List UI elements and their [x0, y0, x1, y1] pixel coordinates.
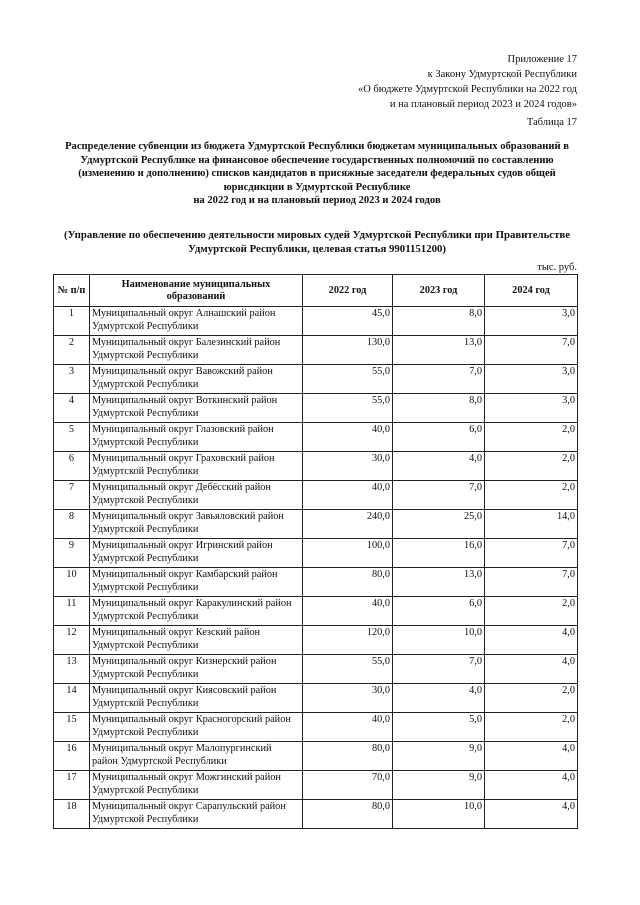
cell-name-line: Удмуртской Республики	[92, 466, 199, 477]
cell-2023: 6,0	[393, 597, 485, 626]
cell-2023: 9,0	[393, 771, 485, 800]
cell-name	[90, 713, 303, 742]
cell-2024: 3,0	[485, 365, 578, 394]
title-line: (изменению и дополнению) списков кандидатов в присяжные заседатели федеральных судов общей	[78, 168, 556, 180]
cell-2024: 4,0	[485, 800, 578, 829]
cell-name-line: Удмуртской Республики	[92, 727, 199, 738]
cell-num: 16	[54, 742, 90, 771]
cell-name-line: Удмуртской Республики	[92, 669, 199, 680]
cell-name-line: Удмуртской Республики	[92, 640, 199, 651]
cell-name-line: Удмуртской Республики	[92, 785, 199, 796]
cell-num: 1	[54, 307, 90, 336]
cell-name	[90, 568, 303, 597]
cell-name	[90, 307, 303, 336]
cell-2023: 8,0	[393, 307, 485, 336]
cell-num: 6	[54, 452, 90, 481]
cell-num: 18	[54, 800, 90, 829]
subvention-table	[53, 274, 578, 829]
table-label: Таблица 17	[526, 117, 577, 128]
appendix-line: «О бюджете Удмуртской Республики на 2022 год	[357, 84, 577, 95]
header-2023: 2023 год	[393, 275, 485, 307]
cell-num: 7	[54, 481, 90, 510]
cell-name	[90, 423, 303, 452]
cell-name-line: Муниципальный округ Вавожский район	[92, 366, 273, 377]
cell-name	[90, 626, 303, 655]
cell-2024: 2,0	[485, 452, 578, 481]
cell-2023: 25,0	[393, 510, 485, 539]
cell-name	[90, 742, 303, 771]
cell-2022: 120,0	[303, 626, 393, 655]
table-row	[54, 684, 578, 713]
cell-2022: 55,0	[303, 365, 393, 394]
cell-2023: 10,0	[393, 800, 485, 829]
appendix-line: к Закону Удмуртской Республики	[427, 69, 577, 80]
cell-name-line: Муниципальный округ Можгинский район	[92, 772, 281, 783]
table-row	[54, 394, 578, 423]
cell-2022: 30,0	[303, 452, 393, 481]
header-name-line: Наименование муниципальных	[121, 278, 271, 290]
cell-name-line: Муниципальный округ Каракулинский район	[92, 598, 292, 609]
title-line: на 2022 год и на плановый период 2023 и 2024 годов	[193, 195, 441, 207]
title-line: Распределение субвенции из бюджета Удмуртской Республики бюджетам муниципальных образований в	[65, 141, 569, 152]
cell-name-line: Удмуртской Республики	[92, 408, 199, 419]
table-row	[54, 539, 578, 568]
cell-name	[90, 597, 303, 626]
cell-2022: 130,0	[303, 336, 393, 365]
cell-name-line: Муниципальный округ Сарапульский район	[92, 801, 286, 812]
cell-2023: 16,0	[393, 539, 485, 568]
cell-num: 10	[54, 568, 90, 597]
cell-2024: 2,0	[485, 423, 578, 452]
cell-2024: 2,0	[485, 713, 578, 742]
cell-name-line: Удмуртской Республики	[92, 379, 199, 390]
cell-name	[90, 394, 303, 423]
cell-num: 3	[54, 365, 90, 394]
cell-2023: 13,0	[393, 336, 485, 365]
cell-name-line: Муниципальный округ Глазовский район	[92, 424, 274, 435]
document-title	[52, 140, 582, 208]
cell-name	[90, 684, 303, 713]
header-name	[90, 275, 303, 307]
cell-2022: 70,0	[303, 771, 393, 800]
cell-name	[90, 336, 303, 365]
cell-name-line: Удмуртской Республики	[92, 553, 199, 564]
cell-name-line: Муниципальный округ Игринский район	[92, 540, 273, 551]
cell-2022: 45,0	[303, 307, 393, 336]
cell-2024: 3,0	[485, 307, 578, 336]
cell-2023: 7,0	[393, 655, 485, 684]
cell-num: 15	[54, 713, 90, 742]
appendix-line: Приложение 17	[507, 54, 577, 65]
table-row	[54, 800, 578, 829]
cell-2024: 3,0	[485, 394, 578, 423]
header-2022: 2022 год	[303, 275, 393, 307]
table-row	[54, 655, 578, 684]
cell-2024: 7,0	[485, 336, 578, 365]
table-row	[54, 307, 578, 336]
cell-2024: 4,0	[485, 626, 578, 655]
cell-name-line: Удмуртской Республики	[92, 611, 199, 622]
cell-2022: 30,0	[303, 684, 393, 713]
cell-2022: 100,0	[303, 539, 393, 568]
cell-name-line: Удмуртской Республики	[92, 495, 199, 506]
cell-name	[90, 800, 303, 829]
cell-2022: 55,0	[303, 394, 393, 423]
cell-2023: 8,0	[393, 394, 485, 423]
cell-name-line: район Удмуртской Республики	[92, 756, 227, 767]
table-row	[54, 713, 578, 742]
cell-num: 9	[54, 539, 90, 568]
cell-2022: 80,0	[303, 800, 393, 829]
header-name-line: образований	[166, 290, 226, 302]
cell-num: 4	[54, 394, 90, 423]
cell-2023: 4,0	[393, 452, 485, 481]
cell-name	[90, 510, 303, 539]
cell-num: 12	[54, 626, 90, 655]
units-label: тыс. руб.	[537, 262, 577, 273]
cell-2023: 7,0	[393, 481, 485, 510]
cell-name-line: Муниципальный округ Дебёсский район	[92, 482, 271, 493]
cell-2024: 4,0	[485, 655, 578, 684]
table-row	[54, 568, 578, 597]
table-row	[54, 365, 578, 394]
header-2024: 2024 год	[485, 275, 578, 307]
cell-num: 14	[54, 684, 90, 713]
table-header	[54, 275, 578, 307]
cell-2023: 9,0	[393, 742, 485, 771]
cell-name-line: Удмуртской Республики	[92, 437, 199, 448]
cell-name-line: Муниципальный округ Воткинский район	[92, 395, 278, 406]
cell-2022: 55,0	[303, 655, 393, 684]
cell-2024: 7,0	[485, 539, 578, 568]
cell-name-line: Удмуртской Республики	[92, 698, 199, 709]
cell-2024: 2,0	[485, 481, 578, 510]
cell-2023: 6,0	[393, 423, 485, 452]
table-body	[54, 307, 578, 829]
title-line: Удмуртской Республике на финансовое обеспечение государственных полномочий по составлению	[80, 154, 554, 166]
table-row	[54, 481, 578, 510]
cell-name	[90, 539, 303, 568]
cell-2023: 10,0	[393, 626, 485, 655]
cell-num: 13	[54, 655, 90, 684]
cell-name-line: Удмуртской Республики	[92, 350, 199, 361]
cell-2022: 80,0	[303, 568, 393, 597]
cell-name-line: Муниципальный округ Камбарский район	[92, 569, 278, 580]
cell-name-line: Муниципальный округ Кезский район	[92, 627, 261, 638]
table-row	[54, 771, 578, 800]
cell-2022: 40,0	[303, 713, 393, 742]
cell-2022: 240,0	[303, 510, 393, 539]
cell-name-line: Муниципальный округ Балезинский район	[92, 337, 281, 348]
cell-num: 11	[54, 597, 90, 626]
table-row	[54, 336, 578, 365]
cell-name	[90, 771, 303, 800]
cell-2024: 4,0	[485, 771, 578, 800]
table-row	[54, 742, 578, 771]
table-row	[54, 597, 578, 626]
header-num: № п/п	[54, 275, 90, 307]
table-row	[54, 452, 578, 481]
cell-name	[90, 452, 303, 481]
cell-2024: 2,0	[485, 684, 578, 713]
cell-num: 8	[54, 510, 90, 539]
subtitle-line: Удмуртской Республики, целевая статья 9901151200)	[188, 243, 446, 255]
table-row	[54, 423, 578, 452]
cell-name-line: Муниципальный округ Малопургинский	[92, 743, 272, 754]
cell-name-line: Муниципальный округ Киясовский район	[92, 685, 277, 696]
cell-2022: 80,0	[303, 742, 393, 771]
table-row	[54, 626, 578, 655]
cell-2023: 5,0	[393, 713, 485, 742]
subtitle-line: (Управление по обеспечению деятельности мировых судей Удмуртской Республики при Правительстве	[64, 229, 570, 241]
cell-name	[90, 481, 303, 510]
title-line: юрисдикции в Удмуртской Республике	[223, 181, 411, 193]
cell-2023: 7,0	[393, 365, 485, 394]
cell-2023: 13,0	[393, 568, 485, 597]
cell-name-line: Муниципальный округ Граховский район	[92, 453, 275, 464]
cell-num: 2	[54, 336, 90, 365]
cell-name-line: Удмуртской Республики	[92, 582, 199, 593]
cell-2022: 40,0	[303, 597, 393, 626]
cell-num: 17	[54, 771, 90, 800]
cell-name-line: Муниципальный округ Алнашский район	[92, 308, 276, 319]
cell-name	[90, 655, 303, 684]
cell-num: 5	[54, 423, 90, 452]
cell-2022: 40,0	[303, 481, 393, 510]
cell-name	[90, 365, 303, 394]
cell-name-line: Удмуртской Республики	[92, 814, 199, 825]
cell-name-line: Удмуртской Республики	[92, 524, 199, 535]
table-row	[54, 510, 578, 539]
cell-name-line: Муниципальный округ Красногорский район	[92, 714, 291, 725]
appendix-line: и на плановый период 2023 и 2024 годов»	[389, 99, 577, 110]
appendix-header	[277, 52, 577, 130]
cell-2024: 4,0	[485, 742, 578, 771]
document-subtitle	[52, 228, 582, 256]
cell-2023: 4,0	[393, 684, 485, 713]
cell-name-line: Муниципальный округ Кизнерский район	[92, 656, 277, 667]
cell-2024: 14,0	[485, 510, 578, 539]
cell-2022: 40,0	[303, 423, 393, 452]
cell-name-line: Муниципальный округ Завьяловский район	[92, 511, 284, 522]
cell-2024: 7,0	[485, 568, 578, 597]
cell-name-line: Удмуртской Республики	[92, 321, 199, 332]
cell-2024: 2,0	[485, 597, 578, 626]
